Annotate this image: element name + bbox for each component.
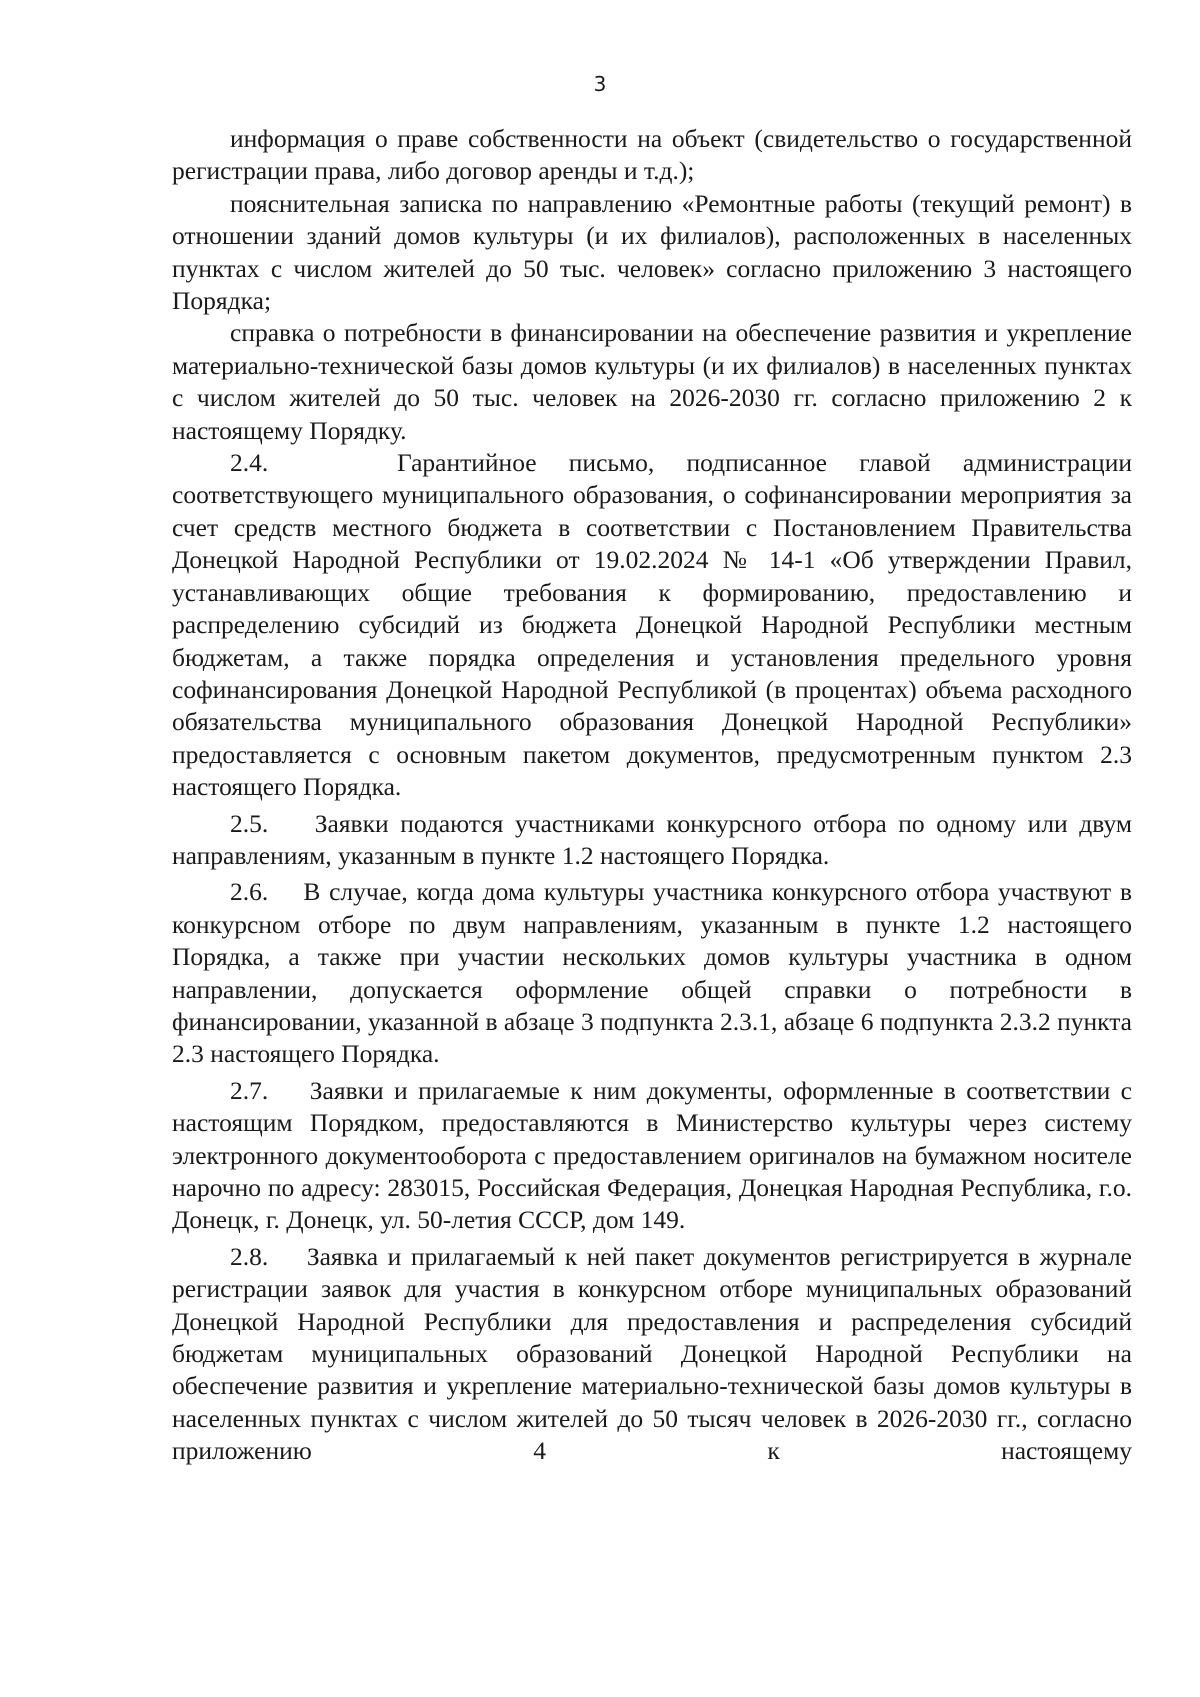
- paragraph-2-8: 2.8. Заявка и прилагаемый к ней пакет документов регистрируется в журнале регистрации заявок для участия в конкурсном отборе муниципальных образований Донецкой Народной Республики для предоставления и распределения субсидий бюджетам муниципальных образований Донецкой Народной Республики на обеспечение развития и укрепление материально-технической базы домов культуры в населенных пунктах с числом жителей до 50 тысяч человек в 2026-2030 гг., согласно приложению 4 к настоящему: [172, 1241, 1132, 1466]
- paragraph-2-7: 2.7. Заявки и прилагаемые к ним документы, оформленные в соответствии с настоящим Порядком, предоставляются в Министерство культуры через систему электронного документооборота с предоставлением оригиналов на бумажном носителе нарочно по адресу: 283015, Российская Федерация, Донецкая Народная Республика, г.о. Донецк, г. Донецк, ул. 50-летия СССР, дом 149.: [172, 1075, 1132, 1235]
- paragraph-2-6: 2.6. В случае, когда дома культуры участника конкурсного отбора участвуют в конкурсном отборе по двум направлениям, указанным в пункте 1.2 настоящего Порядка, а также при участии нескольких домов культуры участника в одном направлении, допускается оформление общей справки о потребности в финансировании, указанной в абзаце 3 подпункта 2.3.1, абзаце 6 подпункта 2.3.2 пункта 2.3 настоящего Порядка.: [172, 877, 1132, 1069]
- paragraph-2-5: 2.5. Заявки подаются участниками конкурсного отбора по одному или двум направлениям, указанным в пункте 1.2 настоящего Порядка.: [172, 808, 1132, 870]
- page-number: 3: [593, 72, 607, 96]
- paragraph-explanatory-note: пояснительная записка по направлению «Ремонтные работы (текущий ремонт) в отношении зданий домов культуры (и их филиалов), расположенных в населенных пунктах с числом жителей до 50 тыс. человек» согласно приложению 3 настоящего Порядка;: [172, 188, 1132, 316]
- document-body: [172, 123, 1132, 1468]
- paragraph-2-4: 2.4. Гарантийное письмо, подписанное главой администрации соответствующего муниципального образования, о софинансировании мероприятия за счет средств местного бюджета в соответствии с Постановлением Правительства Донецкой Народной Республики от 19.02.2024 № 14-1 «Об утверждении Правил, устанавливающих общие требования к формированию, предоставлению и распределению субсидий из бюджета Донецкой Народной Республики местным бюджетам, а также порядка определения и установления предельного уровня софинансирования Донецкой Народной Республикой (в процентах) объема расходного обязательства муниципального образования Донецкой Народной Республики» предоставляется с основным пакетом документов, предусмотренным пунктом 2.3 настоящего Порядка.: [172, 448, 1132, 802]
- paragraph-ownership-info: информация о праве собственности на объект (свидетельство о государственной регистрации права, либо договор аренды и т.д.);: [172, 124, 1132, 186]
- paragraph-funding-certificate: справка о потребности в финансировании на обеспечение развития и укрепление материально-технической базы домов культуры (и их филиалов) в населенных пунктах с числом жителей до 50 тыс. человек на 2026-2030 гг. согласно приложению 2 к настоящему Порядку.: [172, 318, 1132, 445]
